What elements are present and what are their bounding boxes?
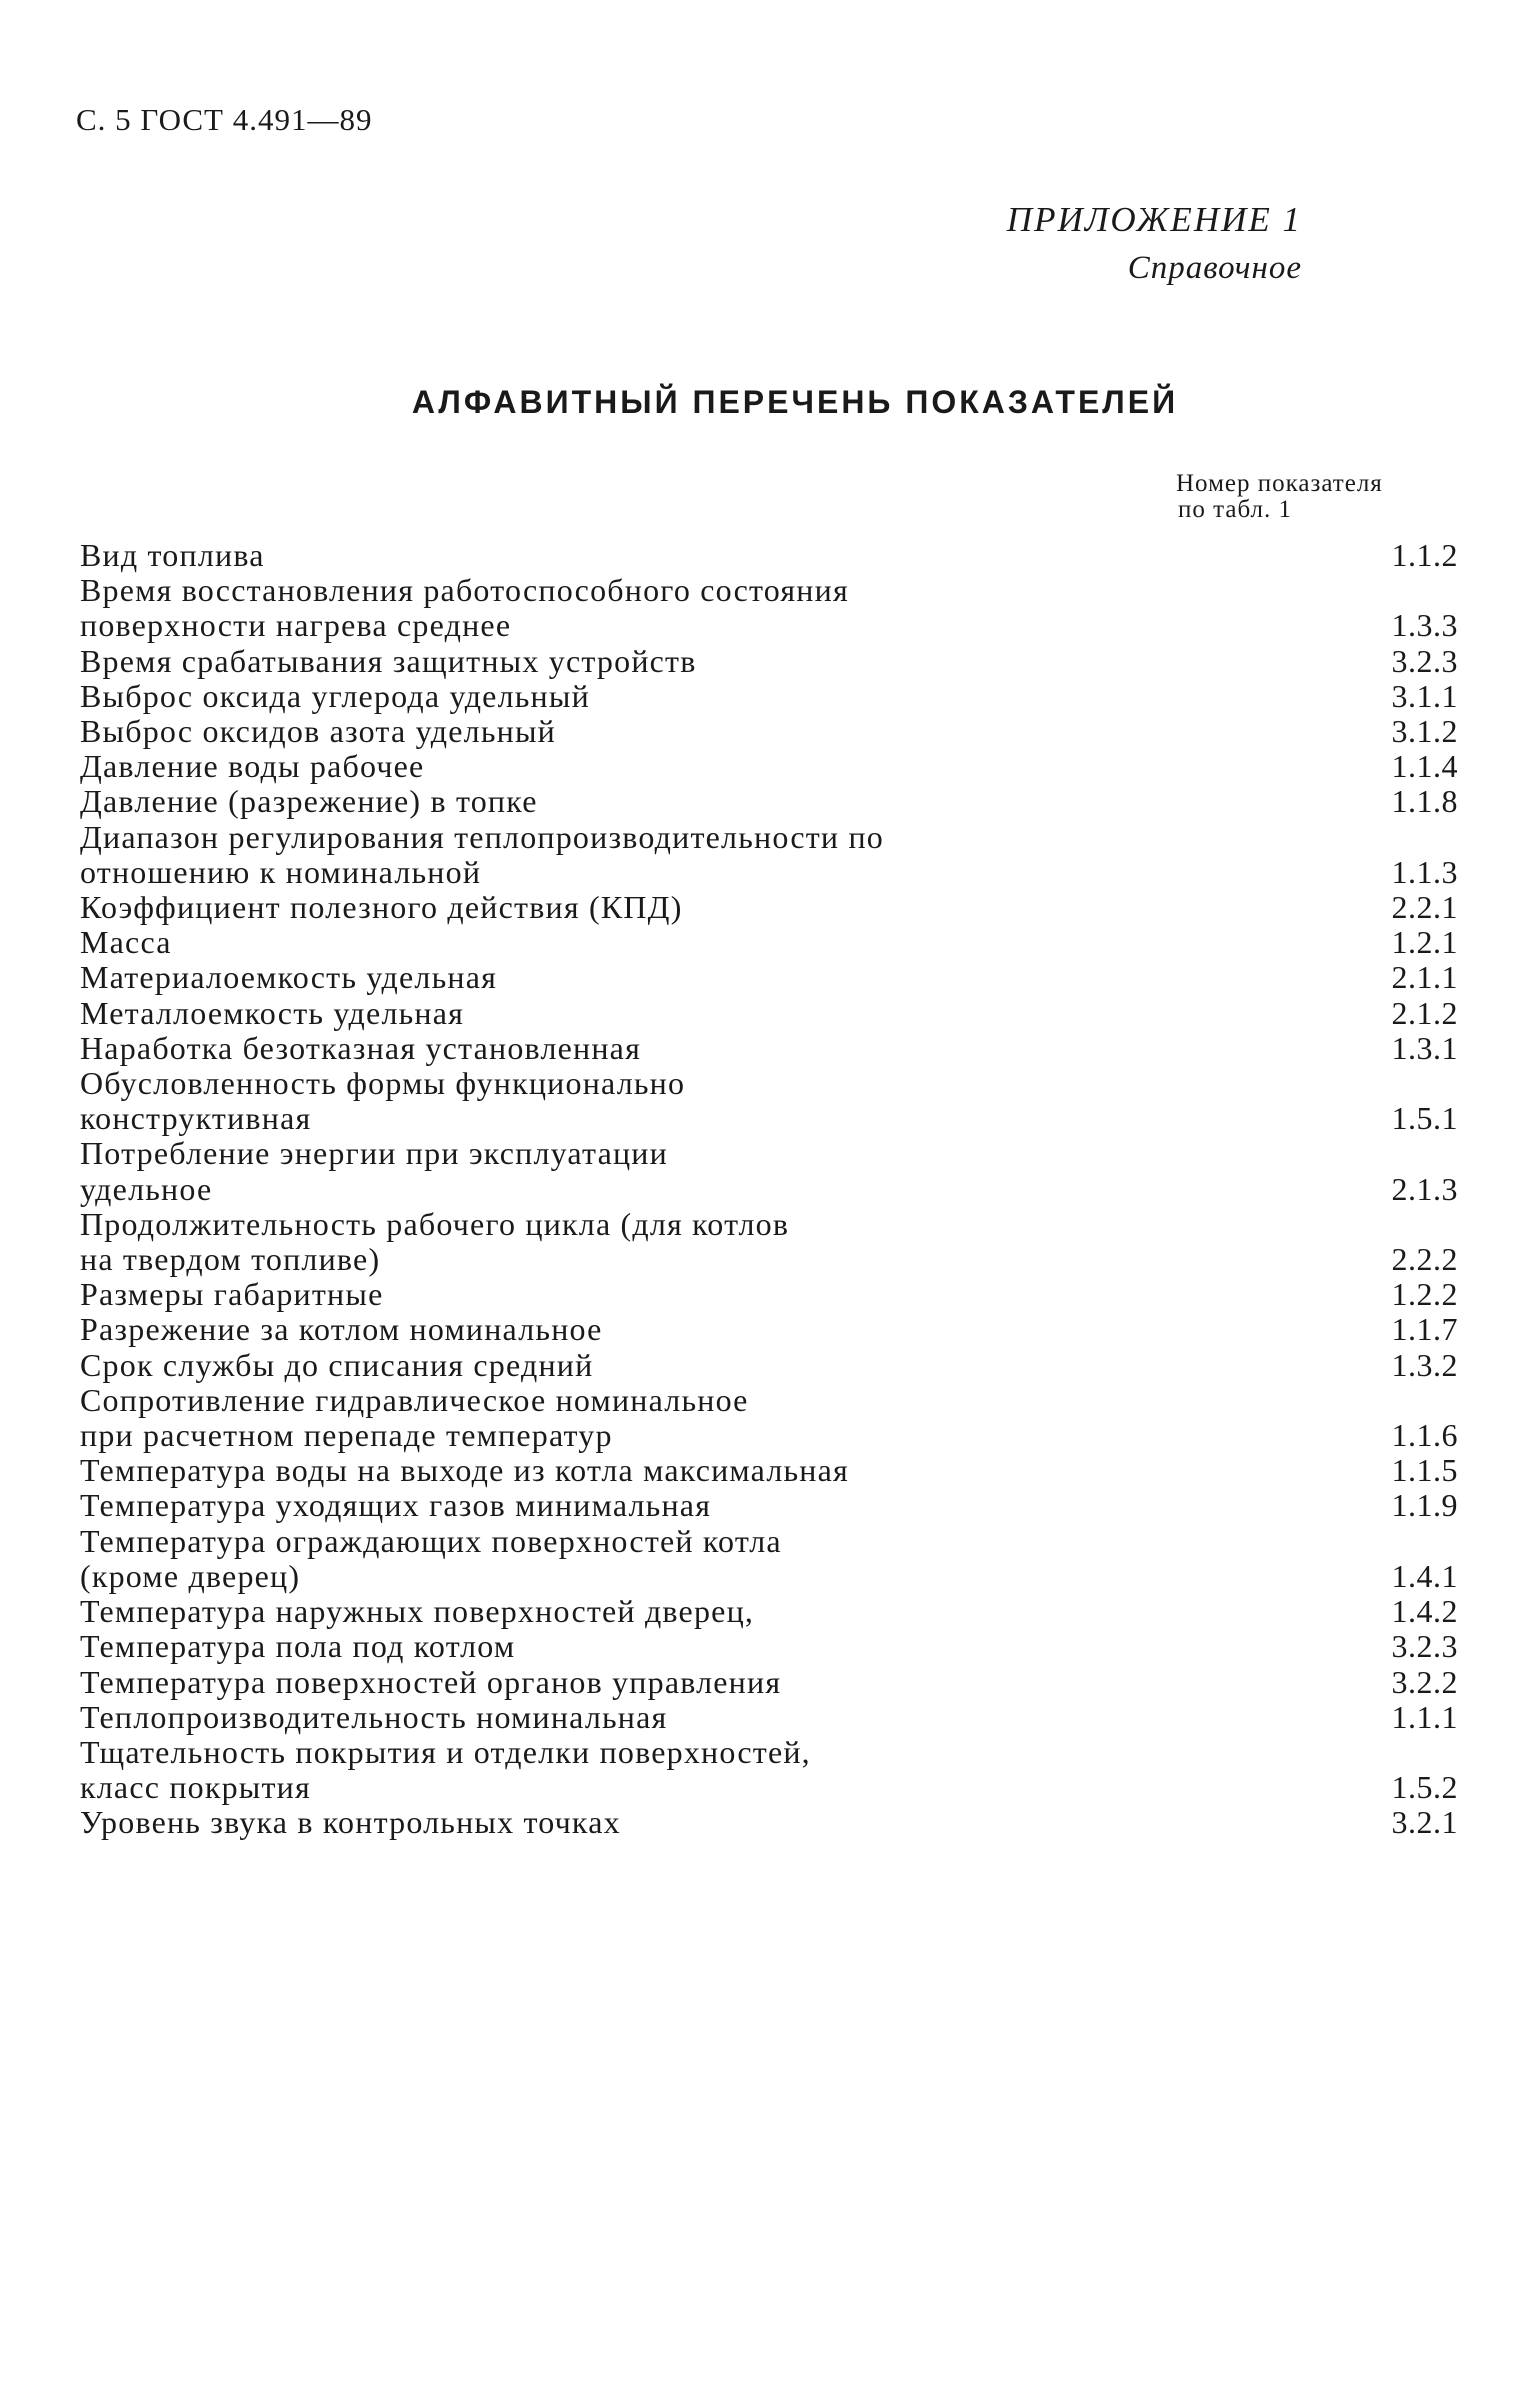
column-header-line2: по табл. 1: [1178, 496, 1293, 523]
list-item: [80, 820, 1458, 890]
appendix-block: [1007, 196, 1302, 292]
list-item: [80, 1629, 1458, 1664]
list-item: [80, 1665, 1458, 1700]
indicator-name: Масса: [80, 924, 172, 961]
page-header: С. 5 ГОСТ 4.491—89: [76, 102, 373, 137]
indicator-code: 1.5.2: [1391, 1769, 1458, 1806]
indicator-name: Коэффициент полезного действия (КПД): [80, 889, 683, 926]
indicator-code: 2.2.1: [1391, 889, 1458, 926]
indicator-code: 1.1.1: [1391, 1698, 1458, 1735]
indicator-name: Температура пола под котлом: [80, 1628, 516, 1665]
column-header: [1176, 471, 1383, 523]
indicator-code: 1.1.7: [1391, 1311, 1458, 1348]
indicator-name: Разрежение за котлом номинальное: [80, 1311, 603, 1348]
indicator-code: 1.4.2: [1391, 1593, 1458, 1630]
indicator-code: 1.1.3: [1391, 853, 1458, 890]
indicator-name: Обусловленность формы функционально конструктивная: [80, 1065, 686, 1137]
indicator-name: Время срабатывания защитных устройств: [80, 642, 697, 679]
indicator-name: Давление воды рабочее: [80, 748, 425, 785]
list-item: [80, 1453, 1458, 1488]
indicator-code: 1.3.3: [1391, 607, 1458, 644]
indicator-list: [80, 538, 1458, 1841]
indicator-code: 1.5.1: [1391, 1100, 1458, 1137]
indicator-name: Теплопроизводительность номинальная: [80, 1698, 668, 1735]
list-item: [80, 996, 1458, 1031]
indicator-code: 1.1.5: [1391, 1452, 1458, 1489]
list-item: [80, 1383, 1458, 1453]
indicator-name: Сопротивление гидравлическое номинальное при расчетном перепаде температур: [80, 1381, 749, 1454]
list-item: [80, 714, 1458, 749]
indicator-code: 1.2.1: [1391, 924, 1458, 961]
document-title: АЛФАВИТНЫЙ ПЕРЕЧЕНЬ ПОКАЗАТЕЛЕЙ: [411, 384, 1179, 420]
indicator-code: 1.3.2: [1391, 1346, 1458, 1383]
column-header-line1: Номер показателя: [1176, 470, 1383, 497]
indicator-code: 3.2.2: [1391, 1663, 1458, 1700]
indicator-name: Температура ограждающих поверхностей котла (кроме дверец): [80, 1522, 782, 1594]
indicator-code: 3.1.2: [1391, 713, 1458, 750]
indicator-code: 1.1.6: [1391, 1417, 1458, 1454]
indicator-name: Потребление энергии при эксплуатации удельное: [80, 1135, 668, 1207]
list-item: [80, 749, 1458, 784]
indicator-code: 3.2.3: [1391, 642, 1458, 679]
list-item: [80, 890, 1458, 925]
indicator-name: Металлоемкость удельная: [80, 994, 465, 1031]
indicator-name: Материалоемкость удельная: [80, 959, 498, 996]
list-item: [80, 679, 1458, 714]
indicator-name: Продолжительность рабочего цикла (для котлов на твердом топливе): [80, 1205, 790, 1278]
list-item: [80, 1277, 1458, 1312]
indicator-name: Диапазон регулирования теплопроизводительности по отношению к номинальной: [80, 818, 884, 890]
list-item: [80, 644, 1458, 679]
appendix-kind: Справочное: [1127, 250, 1302, 286]
indicator-name: Вид топлива: [80, 537, 265, 573]
indicator-name: Температура наружных поверхностей дверец,: [80, 1593, 755, 1630]
indicator-code: 1.2.2: [1391, 1276, 1458, 1313]
list-item: [80, 1594, 1458, 1629]
list-item: [80, 1700, 1458, 1735]
list-item: [80, 1312, 1458, 1347]
list-item: [80, 573, 1458, 643]
appendix-label: ПРИЛОЖЕНИЕ 1: [1006, 200, 1302, 239]
list-item: [80, 784, 1458, 819]
indicator-code: 1.1.8: [1391, 783, 1458, 820]
indicator-code: 3.2.3: [1391, 1628, 1458, 1665]
indicator-name: Размеры габаритные: [80, 1276, 384, 1313]
indicator-code: 2.2.2: [1391, 1241, 1458, 1278]
list-item: [80, 538, 1458, 573]
indicator-name: Наработка безотказная установленная: [80, 1029, 641, 1066]
indicator-code: 1.1.2: [1391, 537, 1458, 573]
list-item: [80, 1488, 1458, 1523]
list-item: [80, 1805, 1458, 1840]
indicator-name: Температура воды на выходе из котла максимальная: [80, 1452, 849, 1489]
indicator-code: 2.1.1: [1391, 959, 1458, 996]
indicator-code: 1.1.9: [1391, 1487, 1458, 1524]
list-item: [80, 1524, 1458, 1594]
indicator-code: 2.1.2: [1391, 994, 1458, 1031]
list-item: [80, 1066, 1458, 1136]
indicator-code: 3.1.1: [1391, 677, 1458, 714]
indicator-code: 1.1.4: [1391, 748, 1458, 785]
list-item: [80, 1348, 1458, 1383]
indicator-name: Тщательность покрытия и отделки поверхностей, класс покрытия: [80, 1733, 811, 1806]
indicator-code: 2.1.3: [1391, 1170, 1458, 1207]
list-item: [80, 1735, 1458, 1805]
indicator-code: 3.2.1: [1391, 1804, 1458, 1841]
indicator-name: Температура уходящих газов минимальная: [80, 1487, 712, 1524]
indicator-name: Время восстановления работоспособного состояния поверхности нагрева среднее: [80, 572, 849, 644]
list-item: [80, 960, 1458, 995]
list-item: [80, 1136, 1458, 1206]
indicator-name: Давление (разрежение) в топке: [80, 783, 538, 820]
indicator-name: Уровень звука в контрольных точках: [80, 1804, 621, 1841]
list-item: [80, 1031, 1458, 1066]
list-item: [80, 1207, 1458, 1277]
indicator-name: Выброс оксидов азота удельный: [80, 713, 556, 750]
indicator-code: 1.3.1: [1391, 1029, 1458, 1066]
indicator-code: 1.4.1: [1391, 1557, 1458, 1594]
indicator-name: Выброс оксида углерода удельный: [80, 677, 590, 714]
indicator-name: Срок службы до списания средний: [80, 1346, 594, 1383]
indicator-name: Температура поверхностей органов управления: [80, 1663, 782, 1700]
list-item: [80, 925, 1458, 960]
